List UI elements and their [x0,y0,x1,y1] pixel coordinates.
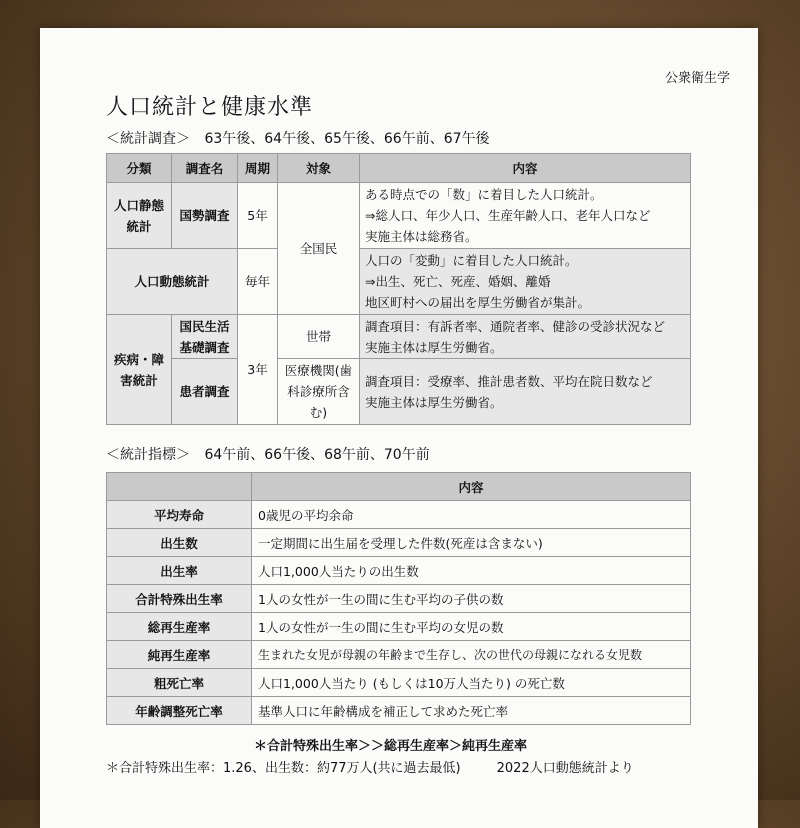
index-content: 人口1,000人当たり (もしくは10万人当たり) の死亡数 [252,669,691,697]
content-line: 実施主体は厚生労働省。 [365,339,503,355]
index-name: 年齢調整死亡率 [107,697,252,725]
index-name: 純再生産率 [107,641,252,669]
table-header-row [107,473,691,501]
index-content: 人口1,000人当たりの出生数 [252,557,691,585]
period-dynamic: 毎年 [238,249,278,315]
target-patient: 医療機関(歯科診療所含む) [278,359,360,425]
statistical-survey-table [106,153,691,425]
content-line: 調査項目：有訴者率、通院者率、健診の受診状況など [365,318,666,334]
period-disease: 3年 [238,315,278,425]
index-content: 生まれた女児が母親の年齢まで生存し、次の世代の母親になれる女児数 [252,641,691,669]
table-header-row [107,154,691,183]
index-name: 出生数 [107,529,252,557]
source-text: 2022人口動態統計より [496,761,634,776]
subject-label: 公衆衛生学 [664,71,730,86]
content-line: ⇒出生、死亡、死産、婚姻、離婚 [365,274,551,289]
content-line: 人口の「変動」に着目した人口統計。 [365,253,578,268]
header-content: 内容 [252,473,691,501]
survey-section-heading [106,128,500,148]
index-name: 平均寿命 [107,501,252,529]
statistical-index-table [106,472,691,725]
index-content: 基準人口に年齢構成を補正して求めた死亡率 [252,697,691,725]
table-row [107,359,691,425]
index-section-years: 64午前、66午後、68午前、70午前 [204,447,430,463]
content-census [360,183,691,249]
content-line: 実施主体は厚生労働省。 [365,394,503,410]
header-content: 内容 [360,154,691,183]
header-period: 周期 [238,154,278,183]
category-dynamic: 人口動態統計 [107,249,238,315]
content-line: 調査項目：受療率、推計患者数、平均在院日数など [365,373,653,389]
content-dynamic [360,249,691,315]
content-patient [360,359,691,425]
table-row [107,585,691,613]
target-census: 全国民 [278,183,360,315]
table-row [107,315,691,359]
content-line: 実施主体は総務省。 [365,229,478,244]
table-row [107,183,691,249]
survey-section-years: 63午後、64午後、65午後、66午前、67午後 [204,131,490,147]
index-name: 粗死亡率 [107,669,252,697]
table-row [107,529,691,557]
index-section-label: ＜統計指標＞ [106,447,190,463]
content-line: ⇒総人口、年少人口、生産年齢人口、老年人口など [365,208,651,223]
index-name: 合計特殊出生率 [107,585,252,613]
table-row [107,249,691,315]
table-row [107,641,691,669]
index-content: 0歳児の平均余命 [252,501,691,529]
content-living [360,315,691,359]
survey-section-label: ＜統計調査＞ [106,131,190,147]
table-row [107,501,691,529]
header-blank [107,473,252,501]
period-census: 5年 [238,183,278,249]
fertility-stats-note [106,757,634,776]
header-survey-name: 調査名 [172,154,238,183]
category-static: 人口静態統計 [107,183,172,249]
target-living: 世帯 [278,315,360,359]
header-target: 対象 [278,154,360,183]
index-section-heading [106,444,440,464]
content-line: 地区町村への届出を厚生労働省が集計。 [365,295,591,310]
index-content: 1人の女性が一生の間に生む平均の子供の数 [252,585,691,613]
index-content: 1人の女性が一生の間に生む平均の女児の数 [252,613,691,641]
content-line: ある時点での「数」に着目した人口統計。 [365,187,603,202]
table-row [107,669,691,697]
fertility-order-note: ＊合計特殊出生率＞＞総再生産率＞純再生産率 [254,739,528,754]
index-name: 総再生産率 [107,613,252,641]
index-content: 一定期間に出生届を受理した件数(死産は含まない) [252,529,691,557]
index-name: 出生率 [107,557,252,585]
survey-name-living: 国民生活基礎調査 [172,315,238,359]
survey-name-census: 国勢調査 [172,183,238,249]
page-title: 人口統計と健康水準 [106,95,314,120]
table-row [107,613,691,641]
stats-text: ＊合計特殊出生率：1.26、出生数：約77万人(共に過去最低) [106,761,461,776]
table-row [107,697,691,725]
table-row [107,557,691,585]
header-category: 分類 [107,154,172,183]
survey-name-patient: 患者調査 [172,359,238,425]
category-disease: 疾病・障害統計 [107,315,172,425]
